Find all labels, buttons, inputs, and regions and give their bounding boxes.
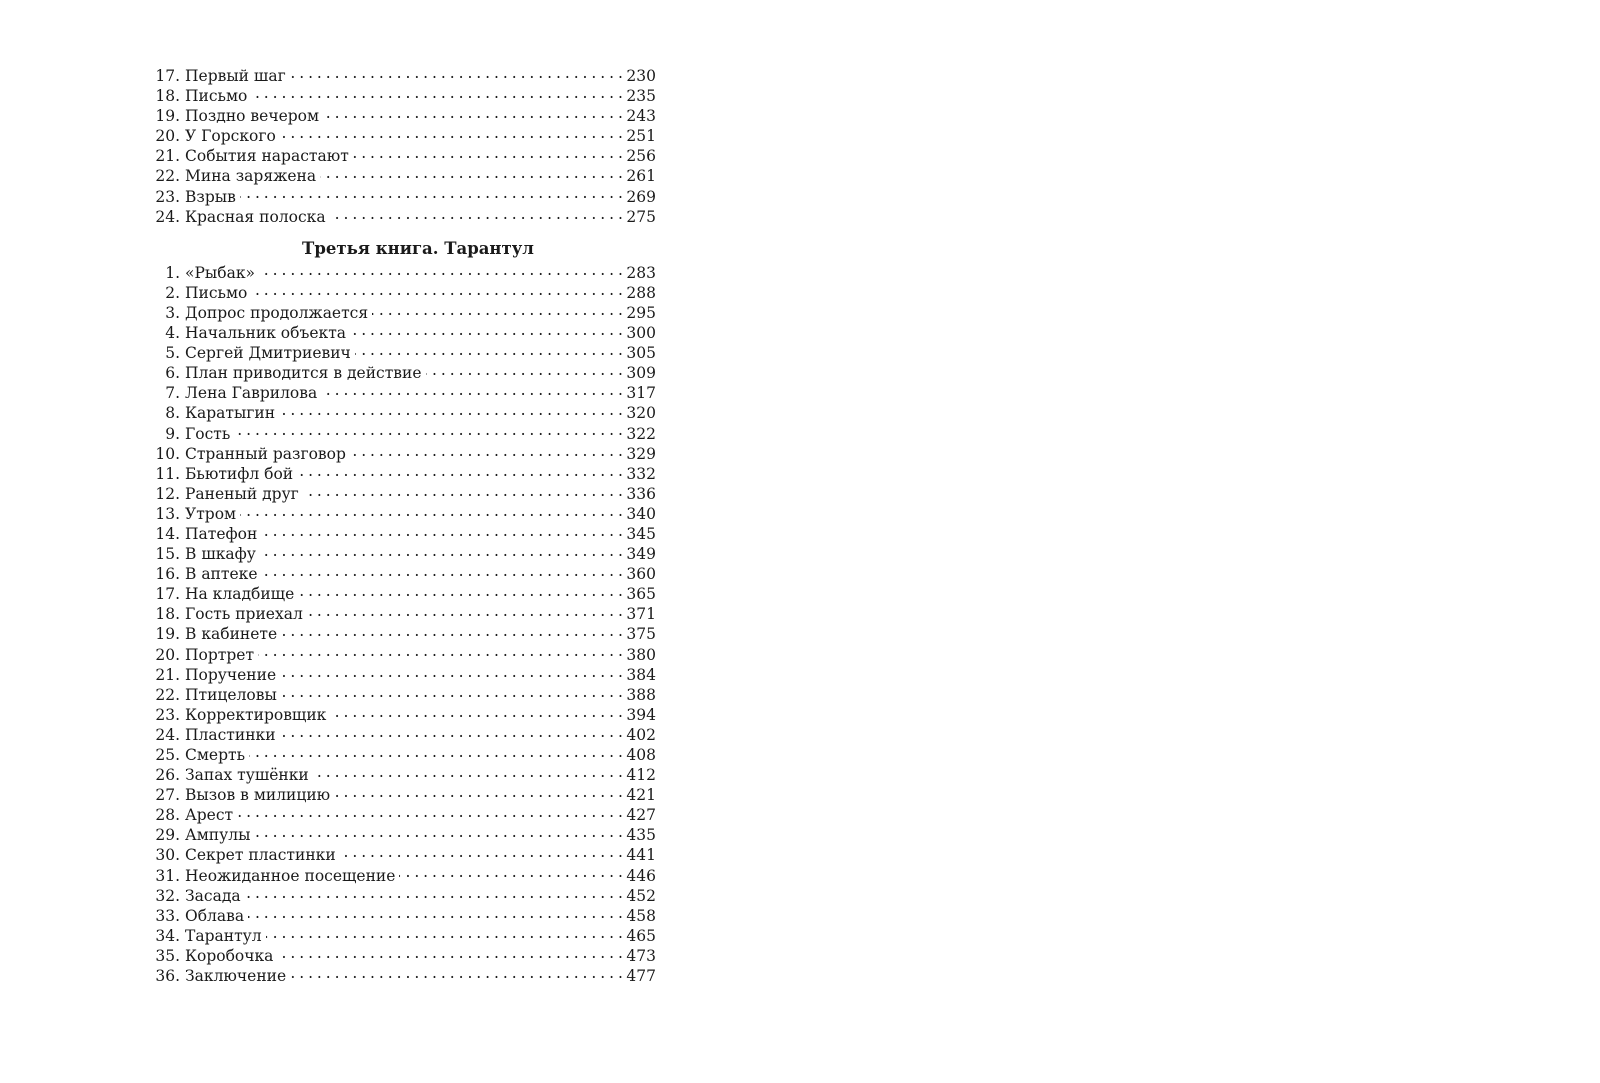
chapter-title: Смерть (185, 746, 246, 764)
page-number: 394 (626, 705, 656, 724)
dot-leader (323, 107, 622, 121)
toc-entry (150, 705, 656, 725)
dot-leader (277, 947, 622, 961)
chapter-number: 21. (155, 147, 180, 166)
toc-entry (150, 187, 656, 207)
chapter-title: Неожиданное посещение (185, 866, 396, 885)
page-number: 477 (626, 967, 656, 986)
page-number: 275 (626, 207, 656, 226)
toc-entry (150, 825, 656, 845)
toc-entry (150, 524, 656, 544)
chapter-number: 20. (155, 127, 180, 146)
chapter-title: План приводится в действие (185, 364, 422, 383)
chapter-number: 18. (155, 87, 180, 106)
page-number: 283 (626, 263, 656, 282)
toc-entry (150, 645, 656, 665)
toc-entry (150, 906, 656, 926)
page-number: 230 (626, 67, 656, 85)
chapter-title: Коробочка (185, 946, 274, 965)
dot-leader (353, 147, 623, 161)
chapter-number: 9. (165, 424, 180, 443)
chapter-title: В шкафу (185, 545, 256, 564)
page-number: 288 (626, 283, 656, 302)
chapter-title: Арест (185, 806, 234, 825)
section-title-part-three: Третья книга. Тарантул (302, 238, 534, 258)
dot-leader (350, 324, 622, 338)
chapter-title: Секрет пластинки (185, 846, 336, 865)
dot-leader (297, 465, 622, 479)
toc-entry (150, 303, 656, 323)
toc-entry (150, 604, 656, 624)
dot-leader (266, 927, 623, 941)
chapter-number: 13. (155, 504, 180, 523)
toc-entry (150, 263, 656, 283)
page-number: 340 (626, 504, 656, 523)
page-number: 336 (626, 484, 656, 503)
page-number: 322 (626, 424, 656, 443)
toc-entry (150, 866, 656, 886)
chapter-title: Взрыв (185, 187, 236, 206)
page-number: 320 (626, 404, 656, 423)
dot-leader (279, 404, 622, 418)
chapter-number: 16. (155, 565, 180, 584)
toc-entry (150, 86, 656, 106)
toc-entry (150, 926, 656, 946)
dot-leader (259, 264, 622, 278)
toc-entry (150, 564, 656, 584)
page-number: 452 (626, 886, 656, 905)
page-number: 371 (626, 605, 656, 624)
chapter-title: Пластинки (185, 725, 276, 744)
page-number: 446 (626, 866, 656, 885)
page-number: 412 (626, 766, 656, 785)
page-number: 465 (626, 926, 656, 945)
chapter-number: 33. (155, 906, 180, 925)
chapter-number: 11. (155, 464, 180, 483)
dot-leader (280, 666, 622, 680)
dot-leader (313, 766, 623, 780)
dot-leader (334, 786, 622, 800)
chapter-number: 36. (155, 967, 180, 986)
chapter-title: В кабинете (185, 625, 278, 644)
chapter-title: Допрос продолжается (185, 303, 369, 322)
page-number: 388 (626, 685, 656, 704)
toc-entry (150, 207, 656, 227)
page-number: 317 (626, 384, 656, 403)
page-number: 295 (626, 303, 656, 322)
page-number: 332 (626, 464, 656, 483)
chapter-title: Каратыгин (185, 404, 276, 423)
chapter-number: 18. (155, 605, 180, 624)
dot-leader (330, 208, 623, 222)
page-number: 421 (626, 786, 656, 805)
dot-leader (261, 525, 622, 539)
chapter-number: 14. (155, 524, 180, 543)
chapter-number: 31. (155, 866, 180, 885)
chapter-title: Вызов в милицию (185, 786, 331, 805)
dot-leader (240, 188, 623, 202)
chapter-title: Патефон (185, 524, 258, 543)
dot-leader (234, 425, 622, 439)
chapter-number: 24. (155, 725, 180, 744)
page-number: 305 (626, 344, 656, 363)
dot-leader (240, 505, 622, 519)
chapter-number: 22. (155, 685, 180, 704)
toc-entry (150, 323, 656, 343)
chapter-number: 32. (155, 886, 180, 905)
toc-entry (150, 845, 656, 865)
chapter-number: 27. (155, 786, 180, 805)
chapter-title: Поручение (185, 665, 277, 684)
dot-leader (350, 445, 623, 459)
dot-leader (372, 304, 622, 318)
dot-leader (340, 846, 623, 860)
toc-entry (150, 66, 656, 86)
chapter-title: Облава (185, 906, 245, 925)
chapter-title: Утром (185, 504, 237, 523)
toc-entry (150, 484, 656, 504)
chapter-number: 30. (155, 846, 180, 865)
chapter-number: 23. (155, 705, 180, 724)
chapter-title: Гость приехал (185, 605, 303, 624)
chapter-title: Красная полоска (185, 207, 326, 226)
dot-leader (330, 706, 622, 720)
toc-entry (150, 544, 656, 564)
page-number: 329 (626, 444, 656, 463)
chapter-title: Бьютифл бой (185, 464, 294, 483)
dot-leader (320, 167, 622, 181)
toc-entry (150, 745, 656, 765)
toc-entry (150, 584, 656, 604)
dot-leader (399, 867, 622, 881)
chapter-title: Раненый друг (185, 484, 299, 503)
chapter-title: Мина заряжена (185, 167, 317, 186)
chapter-title: Тарантул (185, 926, 262, 945)
chapter-number: 8. (165, 404, 180, 423)
dot-leader (260, 545, 622, 559)
chapter-title: Заключение (185, 967, 287, 986)
chapter-number: 24. (155, 207, 180, 226)
chapter-title: «Рыбак» (185, 263, 255, 282)
chapter-title: Начальник объекта (185, 324, 347, 343)
page-number: 365 (626, 585, 656, 604)
chapter-number: 15. (155, 545, 180, 564)
toc-entry (150, 765, 656, 785)
chapter-number: 17. (155, 585, 180, 604)
chapter-title: Сергей Дмитриевич (185, 344, 351, 363)
dot-leader (298, 585, 622, 599)
page-number: 380 (626, 645, 656, 664)
dot-leader (303, 485, 623, 499)
toc-entry (150, 805, 656, 825)
chapter-number: 25. (155, 746, 180, 764)
toc-entry (150, 363, 656, 383)
page-number: 243 (626, 107, 656, 126)
chapter-number: 3. (165, 303, 180, 322)
chapter-title: Странный разговор (185, 444, 346, 463)
dot-leader (281, 625, 622, 639)
chapter-title: Корректировщик (185, 705, 327, 724)
chapter-title: События нарастают (185, 147, 349, 166)
dot-leader (290, 67, 623, 81)
chapter-number: 17. (155, 67, 180, 85)
dot-leader (262, 565, 623, 579)
dot-leader (280, 127, 623, 141)
page-number: 375 (626, 625, 656, 644)
toc-entry (150, 504, 656, 524)
toc-entry (150, 383, 656, 403)
page-number: 384 (626, 665, 656, 684)
dot-leader (248, 907, 622, 921)
chapter-title: Ампулы (185, 826, 251, 845)
dot-leader (290, 967, 622, 981)
chapter-number: 5. (165, 344, 180, 363)
page-number: 269 (626, 187, 656, 206)
page-number: 261 (626, 167, 656, 186)
chapter-number: 10. (155, 444, 180, 463)
toc-entry (150, 464, 656, 484)
chapter-title: В аптеке (185, 565, 258, 584)
dot-leader (307, 605, 623, 619)
chapter-number: 2. (165, 283, 180, 302)
chapter-number: 28. (155, 806, 180, 825)
chapter-number: 23. (155, 187, 180, 206)
page-number: 441 (626, 846, 656, 865)
chapter-title: Письмо (185, 87, 248, 106)
chapter-number: 1. (165, 263, 180, 282)
chapter-number: 22. (155, 167, 180, 186)
chapter-title: Гость (185, 424, 231, 443)
page-number: 349 (626, 545, 656, 564)
chapter-title: Засада (185, 886, 241, 905)
chapter-number: 6. (165, 364, 180, 383)
chapter-number: 29. (155, 826, 180, 845)
chapter-title: Первый шаг (185, 67, 286, 85)
chapter-number: 7. (165, 384, 180, 403)
toc-entry (150, 424, 656, 444)
chapter-title: Письмо (185, 283, 248, 302)
page-number: 427 (626, 806, 656, 825)
page-number: 435 (626, 826, 656, 845)
chapter-number: 19. (155, 107, 180, 126)
toc-entry (150, 665, 656, 685)
table-of-contents (150, 66, 656, 986)
dot-leader (280, 726, 623, 740)
chapter-number: 12. (155, 484, 180, 503)
chapter-number: 4. (165, 324, 180, 343)
toc-entry (150, 946, 656, 966)
chapter-number: 34. (155, 926, 180, 945)
dot-leader (254, 826, 622, 840)
dot-leader (321, 384, 622, 398)
dot-leader (258, 646, 622, 660)
chapter-title: Поздно вечером (185, 107, 320, 126)
chapter-number: 26. (155, 766, 180, 785)
page-number: 473 (626, 946, 656, 965)
page-number: 402 (626, 725, 656, 744)
toc-entry (150, 343, 656, 363)
chapter-title: Лена Гаврилова (185, 384, 318, 403)
page-number: 300 (626, 324, 656, 343)
dot-leader (251, 87, 622, 101)
chapter-number: 19. (155, 625, 180, 644)
page-number: 458 (626, 906, 656, 925)
toc-entry (150, 444, 656, 464)
dot-leader (237, 806, 622, 820)
toc-entry (150, 146, 656, 166)
page-number: 235 (626, 87, 656, 106)
chapter-title: Птицеловы (185, 685, 277, 704)
dot-leader (245, 887, 623, 901)
part-two-chapter-list (150, 66, 656, 227)
chapter-title: У Горского (185, 127, 276, 146)
toc-entry (150, 126, 656, 146)
page-number: 408 (626, 746, 656, 764)
chapter-title: На кладбище (185, 585, 295, 604)
page-number: 256 (626, 147, 656, 166)
page-number: 251 (626, 127, 656, 146)
chapter-title: Портрет (185, 645, 255, 664)
toc-entry (150, 685, 656, 705)
dot-leader (249, 746, 622, 760)
toc-entry (150, 966, 656, 986)
toc-entry (150, 283, 656, 303)
chapter-number: 35. (155, 946, 180, 965)
dot-leader (355, 344, 623, 358)
page-number: 309 (626, 364, 656, 383)
chapter-number: 21. (155, 665, 180, 684)
toc-entry (150, 106, 656, 126)
dot-leader (281, 686, 623, 700)
toc-entry (150, 725, 656, 745)
toc-entry (150, 886, 656, 906)
toc-entry (150, 785, 656, 805)
chapter-title: Запах тушёнки (185, 766, 309, 785)
part-three-chapter-list (150, 263, 656, 986)
page-number: 360 (626, 565, 656, 584)
chapter-number: 20. (155, 645, 180, 664)
dot-leader (251, 284, 622, 298)
dot-leader (426, 364, 623, 378)
toc-entry (150, 624, 656, 644)
toc-entry (150, 403, 656, 423)
toc-entry (150, 166, 656, 186)
page-number: 345 (626, 524, 656, 543)
